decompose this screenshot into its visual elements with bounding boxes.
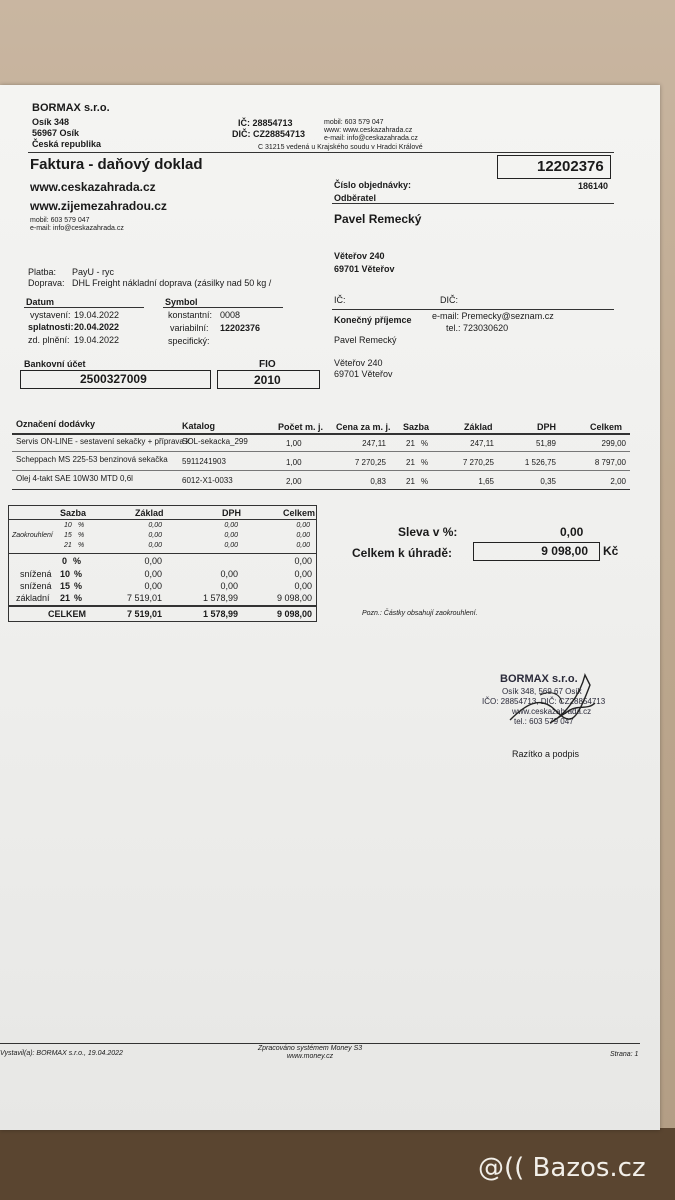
item-total: 2,00 bbox=[610, 477, 626, 486]
footer-page: Strana: 1 bbox=[610, 1051, 639, 1058]
recap-pct: % bbox=[74, 581, 83, 591]
item-qty: 1,00 bbox=[286, 439, 302, 448]
seller-web: www: www.ceskazahrada.cz bbox=[324, 127, 413, 134]
items-end-divider bbox=[12, 489, 630, 490]
discount-value: 0,00 bbox=[560, 525, 584, 539]
recipient-tel: 723030620 bbox=[463, 323, 509, 333]
recap-base: 0,00 bbox=[144, 581, 162, 591]
rounding-rate: 21 bbox=[64, 542, 72, 549]
item-rate: 21 bbox=[406, 439, 415, 448]
item-total: 299,00 bbox=[601, 439, 626, 448]
recap-total-vat: 1 578,99 bbox=[202, 609, 238, 619]
recap-header-rate: Sazba bbox=[60, 508, 87, 518]
stamp-name: BORMAX s.r.o. bbox=[500, 673, 578, 685]
recap-header-vat: DPH bbox=[222, 508, 242, 518]
rounding-base: 0,00 bbox=[148, 542, 162, 549]
recap-total: 0,00 bbox=[294, 581, 312, 591]
item-name: Servis ON-LINE - sestavení sekačky + příprava k bbox=[16, 437, 191, 446]
recap-total: 0,00 bbox=[294, 569, 312, 579]
recap-rate: 0 bbox=[62, 556, 68, 566]
ic-label: IČ: bbox=[334, 295, 346, 305]
signature-icon bbox=[480, 665, 610, 735]
invoice-paper bbox=[0, 85, 660, 1130]
items-header-name: Označení dodávky bbox=[16, 419, 96, 429]
due-label: splatnosti: bbox=[28, 322, 74, 332]
rounding-total: 0,00 bbox=[296, 522, 310, 529]
recap-base: 7 519,01 bbox=[126, 593, 162, 603]
row-divider bbox=[12, 470, 630, 471]
taxable-label: zd. plnění: bbox=[28, 335, 70, 345]
dates-header: Datum bbox=[26, 297, 55, 307]
seller-city: 56967 Osík bbox=[32, 128, 80, 138]
recap-vat: 1 578,99 bbox=[202, 593, 238, 603]
items-header-base: Základ bbox=[464, 422, 493, 432]
recap-rounding-divider bbox=[8, 553, 317, 554]
payment-label: Platba: bbox=[28, 267, 57, 277]
customer-label: Odběratel bbox=[334, 193, 377, 203]
recap-rate: 21 bbox=[60, 593, 71, 603]
seller-ico-label: IČ: bbox=[238, 118, 250, 128]
recap-total-total: 9 098,00 bbox=[276, 609, 312, 619]
customer-name: Pavel Remecký bbox=[334, 212, 422, 226]
stamp-line3: www.ceskazahrada.cz bbox=[512, 707, 592, 716]
bank-account: 2500327009 bbox=[80, 372, 147, 386]
customer-city: 69701 Věteřov bbox=[334, 264, 395, 274]
item-name: Olej 4-takt SAE 10W30 MTD 0,6l bbox=[16, 474, 133, 483]
seller-dic-label: DIČ: bbox=[232, 129, 251, 139]
dates-divider bbox=[24, 307, 144, 308]
rounding-vat: 0,00 bbox=[224, 542, 238, 549]
pay-currency: Kč bbox=[603, 544, 619, 558]
item-total: 8 797,00 bbox=[594, 458, 626, 467]
customer-street: Věteřov 240 bbox=[334, 251, 385, 261]
recap-total-base: 7 519,01 bbox=[126, 609, 162, 619]
contact-email: e-mail: info@ceskazahrada.cz bbox=[30, 225, 124, 232]
const-symbol: 0008 bbox=[220, 310, 241, 320]
recap-header-base: Základ bbox=[135, 508, 164, 518]
stamp-line1: Osík 348, 569 67 Osík bbox=[502, 687, 582, 696]
recap-total: 9 098,00 bbox=[276, 593, 312, 603]
rounding-vat: 0,00 bbox=[224, 522, 238, 529]
web-link-1: www.ceskazahrada.cz bbox=[30, 180, 156, 194]
web-link-2: www.zijemezahradou.cz bbox=[30, 199, 167, 213]
pay-label: Celkem k úhradě: bbox=[352, 546, 453, 560]
bank-name: FIO bbox=[259, 359, 276, 370]
recap-pct: % bbox=[73, 556, 82, 566]
bank-label: Bankovní účet bbox=[24, 359, 86, 369]
recap-pct: % bbox=[74, 593, 83, 603]
recap-header-total: Celkem bbox=[283, 508, 316, 518]
seller-email: e-mail: info@ceskazahrada.cz bbox=[324, 135, 418, 142]
watermark: @(( Bazos.cz bbox=[478, 1153, 646, 1183]
rounding-base: 0,00 bbox=[148, 522, 162, 529]
invoice-title: Faktura - daňový doklad bbox=[30, 156, 203, 173]
recap-header-divider bbox=[8, 519, 317, 520]
item-rate-pct: % bbox=[421, 477, 429, 486]
item-vat: 51,89 bbox=[535, 439, 556, 448]
order-label: Číslo objednávky: bbox=[334, 180, 412, 190]
item-rate: 21 bbox=[406, 458, 415, 467]
spec-symbol-label: specifický: bbox=[168, 336, 210, 346]
var-symbol: 12202376 bbox=[220, 323, 261, 333]
symbols-header: Symbol bbox=[165, 297, 198, 307]
item-vat: 0,35 bbox=[540, 477, 556, 486]
order-number: 186140 bbox=[578, 181, 609, 191]
payment-value: PayU - ryc bbox=[72, 267, 115, 277]
item-qty: 1,00 bbox=[286, 458, 302, 467]
pay-amount: 9 098,00 bbox=[541, 544, 588, 558]
recap-total-divider bbox=[8, 605, 317, 607]
item-rate-pct: % bbox=[421, 458, 429, 467]
seller-street: Osík 348 bbox=[32, 117, 70, 127]
stamp-line4: tel.: 603 579 047 bbox=[514, 717, 574, 726]
recap-label: snížená bbox=[20, 569, 52, 579]
recap-label: snížená bbox=[20, 581, 52, 591]
symbols-divider bbox=[163, 307, 283, 308]
item-rate-pct: % bbox=[421, 439, 429, 448]
shipping-label: Doprava: bbox=[28, 278, 65, 288]
recap-base: 0,00 bbox=[144, 556, 162, 566]
items-header-rate: Sazba bbox=[403, 422, 430, 432]
recap-total-label: CELKEM bbox=[48, 609, 86, 619]
recap-rate: 10 bbox=[60, 569, 71, 579]
rounding-pct: % bbox=[78, 542, 85, 549]
due-date: 20.04.2022 bbox=[74, 322, 120, 332]
item-base: 1,65 bbox=[478, 477, 494, 486]
seller-mobile: mobil: 603 579 047 bbox=[324, 119, 384, 126]
issued-date: 19.04.2022 bbox=[74, 310, 120, 320]
recipient-tel-label: tel.: bbox=[446, 323, 461, 333]
recipient-name: Pavel Remecký bbox=[334, 335, 397, 345]
item-qty: 2,00 bbox=[286, 477, 302, 486]
item-unit-price: 0,83 bbox=[370, 477, 386, 486]
items-header-vat: DPH bbox=[537, 422, 557, 432]
item-rate: 21 bbox=[406, 477, 415, 486]
recap-rate: 15 bbox=[60, 581, 71, 591]
recipient-label: Konečný příjemce bbox=[334, 315, 412, 325]
issued-label: vystavení: bbox=[30, 310, 71, 320]
customer-divider bbox=[332, 203, 614, 204]
rounding-vat: 0,00 bbox=[224, 532, 238, 539]
item-base: 247,11 bbox=[470, 439, 494, 448]
company-stamp bbox=[460, 665, 630, 735]
discount-label: Sleva v %: bbox=[398, 525, 458, 539]
ids-divider bbox=[332, 309, 614, 310]
taxable-date: 19.04.2022 bbox=[74, 335, 120, 345]
seller-dic: CZ28854713 bbox=[253, 129, 306, 139]
recap-border-bottom bbox=[8, 621, 317, 622]
recipient-street: Věteřov 240 bbox=[334, 358, 383, 368]
rounding-pct: % bbox=[78, 532, 85, 539]
item-vat: 1 526,75 bbox=[524, 458, 556, 467]
rounding-pct: % bbox=[78, 522, 85, 529]
rounding-note: Pozn.: Částky obsahují zaokrouhlení. bbox=[362, 610, 478, 617]
seller-name: BORMAX s.r.o. bbox=[32, 102, 110, 114]
seller-country: Česká republika bbox=[32, 139, 102, 149]
invoice-number: 12202376 bbox=[537, 158, 604, 175]
recap-total: 0,00 bbox=[294, 556, 312, 566]
item-name: Scheppach MS 225-53 benzinová sekačka bbox=[16, 455, 168, 464]
dic-label: DIČ: bbox=[440, 295, 458, 305]
item-catalog: SOL-sekacka_299 bbox=[182, 437, 248, 446]
items-header-catalog: Katalog bbox=[182, 421, 216, 431]
shipping-value: DHL Freight nákladní doprava (zásilky nad 50 kg / bbox=[72, 278, 272, 288]
item-catalog: 6012-X1-0033 bbox=[182, 476, 233, 485]
signature-label: Razítko a podpis bbox=[512, 749, 580, 759]
seller-register: C 31215 vedená u Krajského soudu v Hradci Králové bbox=[258, 144, 423, 151]
rounding-rate: 10 bbox=[64, 522, 72, 529]
contact-mobile: mobil: 603 579 047 bbox=[30, 217, 90, 224]
recipient-city: 69701 Věteřov bbox=[334, 369, 393, 379]
recap-base: 0,00 bbox=[144, 569, 162, 579]
var-symbol-label: variabilní: bbox=[170, 323, 209, 333]
rounding-label: Zaokrouhlení bbox=[12, 532, 53, 539]
recap-pct: % bbox=[74, 569, 83, 579]
item-base: 7 270,25 bbox=[462, 458, 494, 467]
items-header-qty: Počet m. j. bbox=[278, 422, 324, 432]
items-header-total: Celkem bbox=[590, 422, 623, 432]
recipient-email-label: e-mail: bbox=[432, 311, 460, 321]
footer-issued-by: Vystavil(a): BORMAX s.r.o., 19.04.2022 bbox=[0, 1050, 123, 1057]
seller-ico: 28854713 bbox=[252, 118, 293, 128]
rounding-total: 0,00 bbox=[296, 542, 310, 549]
recap-border-top bbox=[8, 505, 317, 506]
recap-label: základní bbox=[16, 593, 50, 603]
recap-vat: 0,00 bbox=[220, 569, 238, 579]
items-header-divider bbox=[12, 433, 630, 435]
rounding-rate: 15 bbox=[64, 532, 72, 539]
footer-divider bbox=[0, 1043, 640, 1044]
recipient-email: Premecky@seznam.cz bbox=[461, 311, 554, 321]
item-unit-price: 247,11 bbox=[362, 439, 386, 448]
stamp-line2: IČO: 28854713, DIČ: CZ28854713 bbox=[482, 697, 606, 706]
recap-vat: 0,00 bbox=[220, 581, 238, 591]
footer-processed-url: www.money.cz bbox=[286, 1053, 334, 1060]
header-divider bbox=[28, 152, 614, 153]
const-symbol-label: konstantní: bbox=[168, 310, 213, 320]
bank-code: 2010 bbox=[254, 373, 281, 387]
items-header-price: Cena za m. j. bbox=[336, 422, 391, 432]
rounding-base: 0,00 bbox=[148, 532, 162, 539]
item-unit-price: 7 270,25 bbox=[354, 458, 386, 467]
rounding-total: 0,00 bbox=[296, 532, 310, 539]
footer-processed: Zpracováno systémem Money S3 bbox=[257, 1045, 363, 1052]
row-divider bbox=[12, 451, 630, 452]
item-catalog: 5911241903 bbox=[182, 457, 226, 466]
